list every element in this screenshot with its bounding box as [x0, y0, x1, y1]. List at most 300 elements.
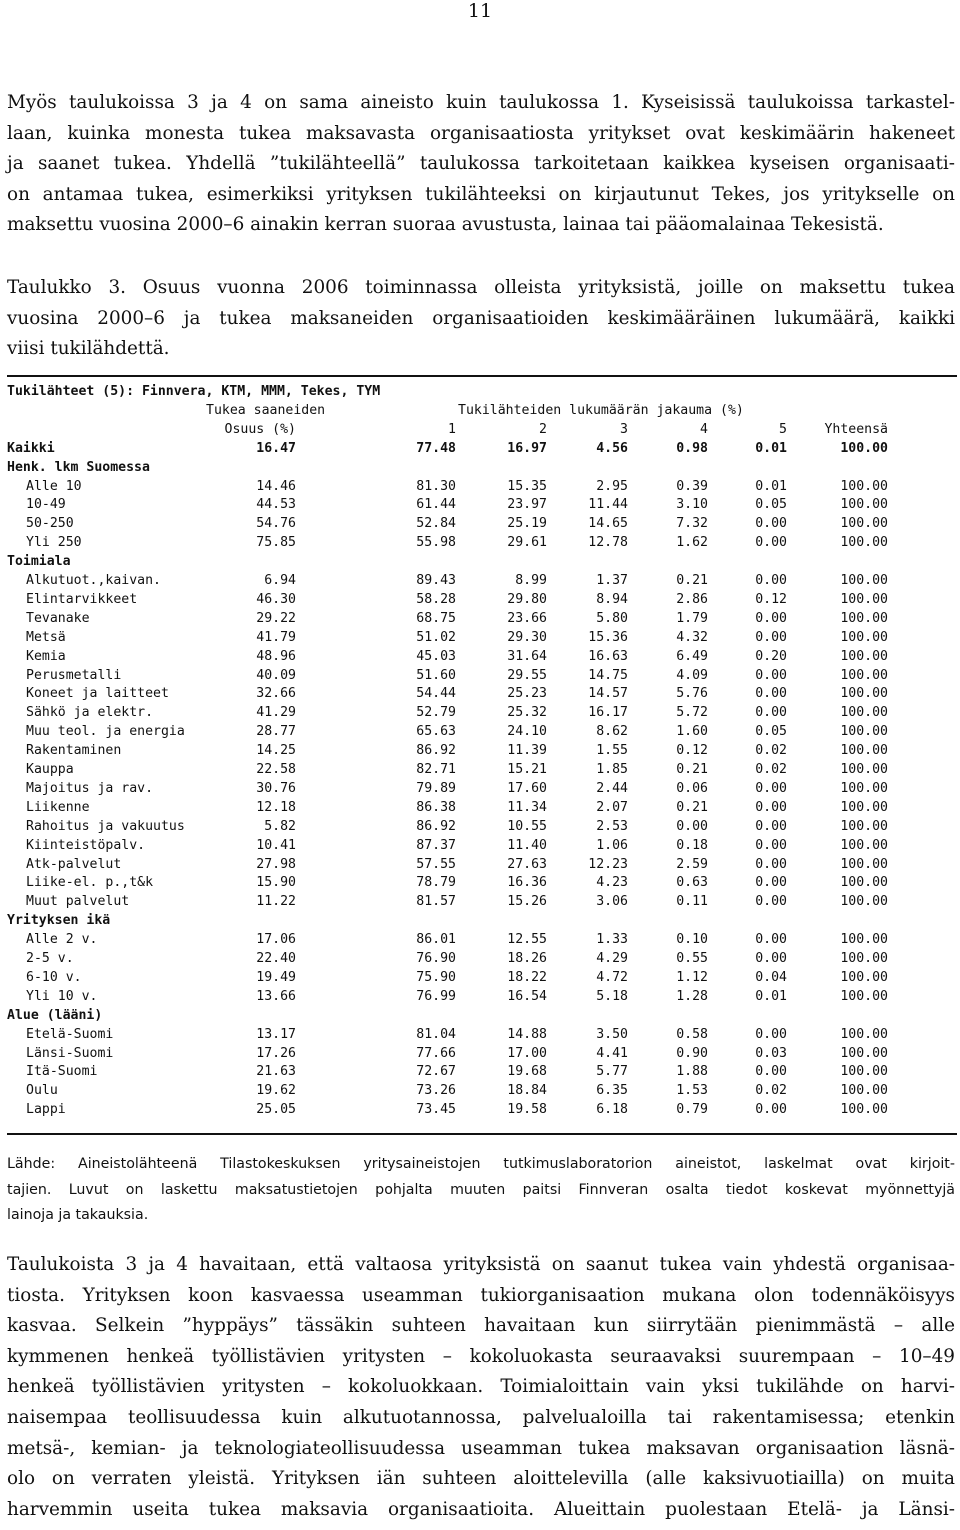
table-header-row: [7, 402, 957, 421]
row-value: 4.41: [596, 1045, 628, 1061]
caption-line: vuosina 2000–6 ja tukea maksaneiden organisaatioiden keskimääräinen lukumäärä, kaikki: [7, 307, 955, 329]
section-header-row: [7, 459, 957, 478]
row-value: 0.04: [755, 969, 787, 985]
row-value: 3.10: [676, 497, 708, 513]
table-row: [7, 761, 957, 780]
row-value: 0.18: [676, 837, 708, 853]
row-value: 54.76: [256, 516, 296, 532]
row-value: 16.17: [588, 705, 628, 721]
row-value: 100.00: [840, 780, 888, 796]
row-value: 25.05: [256, 1102, 296, 1118]
row-value: 19.62: [256, 1083, 296, 1099]
row-value: 0.10: [676, 932, 708, 948]
table-row: [7, 874, 957, 893]
row-value: 100.00: [840, 478, 888, 494]
row-value: 86.38: [416, 799, 456, 815]
row-value: 41.29: [256, 705, 296, 721]
row-value: 17.26: [256, 1045, 296, 1061]
table-row: [7, 988, 957, 1007]
table-row: [7, 1026, 957, 1045]
row-value: 68.75: [416, 610, 456, 626]
row-value: 18.26: [507, 951, 547, 966]
row-value: 81.04: [416, 1026, 456, 1042]
table-row: [7, 1101, 957, 1120]
row-value: 6.94: [264, 573, 296, 588]
row-label: Liike-el. p.,t&k: [26, 875, 154, 891]
row-value: 4.72: [596, 969, 628, 985]
row-value: 5.77: [596, 1064, 628, 1080]
row-value: 24.10: [507, 724, 547, 740]
row-value: 100.00: [840, 516, 888, 532]
row-value: 0.00: [676, 818, 708, 834]
row-label: Muut palvelut: [26, 894, 130, 910]
row-value: 12.18: [256, 799, 296, 815]
row-value: 100.00: [840, 951, 888, 966]
row-value: 100.00: [840, 1026, 888, 1042]
row-value: 13.17: [256, 1026, 296, 1042]
row-value: 100.00: [840, 1064, 888, 1080]
section-label: Henk. lkm Suomessa: [7, 459, 150, 475]
row-value: 1.37: [596, 573, 628, 588]
row-value: 0.00: [755, 780, 787, 796]
table-row: [7, 591, 957, 610]
row-value: 100.00: [840, 799, 888, 815]
row-value: 52.84: [416, 516, 456, 532]
row-value: 100.00: [840, 440, 888, 456]
table-row: [7, 837, 957, 856]
row-value: 75.90: [416, 969, 456, 985]
row-value: 100.00: [840, 591, 888, 607]
row-value: 1.06: [596, 837, 628, 853]
row-value: 0.06: [676, 780, 708, 796]
row-label: Alle 10: [26, 478, 82, 494]
row-value: 100.00: [840, 667, 888, 683]
table-row: [7, 685, 957, 704]
row-value: 8.94: [596, 591, 628, 607]
row-value: 0.03: [755, 1045, 787, 1061]
row-value: 100.00: [840, 724, 888, 740]
row-value: 0.55: [676, 951, 708, 966]
row-value: 100.00: [840, 686, 888, 702]
row-value: 5.72: [676, 705, 708, 721]
row-value: 40.09: [256, 667, 296, 683]
outro-line: tiosta. Yrityksen koon kasvaessa useamman tukiorganisaation mukana olon todennäköisyys: [7, 1284, 955, 1306]
row-value: 29.61: [507, 535, 547, 551]
row-value: 1.60: [676, 724, 708, 740]
row-label: Rahoitus ja vakuutus: [26, 818, 185, 834]
table-row: [7, 515, 957, 534]
row-value: 78.79: [416, 875, 456, 891]
row-value: 76.99: [416, 988, 456, 1004]
row-value: 11.34: [507, 799, 547, 815]
table-caption: [7, 273, 955, 365]
row-value: 23.97: [507, 497, 547, 513]
section-header-row: [7, 553, 957, 572]
row-value: 6.35: [596, 1083, 628, 1099]
row-value: 5.82: [264, 818, 296, 834]
row-value: 100.00: [840, 894, 888, 910]
row-value: 0.12: [676, 743, 708, 759]
row-label: 2-5 v.: [26, 951, 74, 966]
outro-line: metsä-, kemian- ja teknologiateollisuudessa useamman tukea maksavan organisaation läsnä-: [7, 1437, 955, 1459]
table-row: [7, 931, 957, 950]
row-value: 89.43: [416, 573, 456, 588]
table-row: [7, 572, 957, 591]
row-value: 22.58: [256, 762, 296, 777]
row-value: 0.00: [755, 837, 787, 853]
row-value: 0.02: [755, 762, 787, 777]
table-row: [7, 856, 957, 875]
row-value: 0.00: [755, 1102, 787, 1118]
row-label: Liikenne: [26, 799, 90, 815]
row-value: 12.23: [588, 856, 628, 872]
table-row: [7, 818, 957, 837]
row-value: 5.18: [596, 988, 628, 1004]
row-value: 14.46: [256, 478, 296, 494]
row-value: 0.00: [755, 818, 787, 834]
table-row: [7, 534, 957, 553]
row-label: Sähkö ja elektr.: [26, 705, 154, 721]
row-label: 6-10 v.: [26, 969, 82, 985]
section-label: Yrityksen ikä: [7, 913, 111, 929]
intro-paragraph: [7, 88, 955, 241]
table-row: [7, 496, 957, 515]
row-value: 14.57: [588, 686, 628, 702]
column-header: Yhteensä: [824, 421, 888, 437]
table-row: [7, 893, 957, 912]
outro-line: kymmenen henkeä työllistävien yritysten – kokoluokasta seuraavaksi suurempaan – 10–49: [7, 1345, 955, 1367]
row-value: 0.39: [676, 478, 708, 494]
row-value: 0.00: [755, 856, 787, 872]
outro-line: kasvaa. Selkein ”hyppäys” tässäkin suhteen havaitaan kun siirrytään pienimmästä – alle: [7, 1315, 955, 1337]
row-value: 0.05: [755, 497, 787, 513]
source-line: tajien. Luvut on laskettu maksatustietojen pohjalta muuten paitsi Finnveran osalta tiedot koskevat myönnettyjä: [7, 1181, 955, 1198]
column-header: 4: [700, 421, 708, 437]
row-label: Oulu: [26, 1083, 58, 1099]
table-row: [7, 478, 957, 497]
row-value: 11.22: [256, 894, 296, 910]
row-value: 77.66: [416, 1045, 456, 1061]
row-value: 51.02: [416, 629, 456, 645]
row-value: 0.00: [755, 667, 787, 683]
table-header-row: [7, 421, 957, 440]
row-value: 6.49: [676, 648, 708, 664]
row-value: 8.99: [515, 573, 547, 588]
row-value: 31.64: [507, 648, 547, 664]
table-bottom-rule: [7, 1133, 957, 1135]
row-value: 100.00: [840, 629, 888, 645]
row-value: 16.63: [588, 648, 628, 664]
row-value: 100.00: [840, 856, 888, 872]
row-label: Elintarvikkeet: [26, 591, 138, 607]
outro-line: olo on verraten yleistä. Yrityksen iän suhteen aloittelevilla (alle kaksivuotiailla) on muita: [7, 1468, 955, 1490]
row-value: 2.53: [596, 818, 628, 834]
table-title-row: [7, 383, 957, 402]
row-value: 0.00: [755, 894, 787, 910]
intro-line: Myös taulukoissa 3 ja 4 on sama aineisto kuin taulukossa 1. Kyseisissä taulukoissa tarkastel-: [7, 92, 955, 113]
row-label: Kaikki: [7, 440, 55, 456]
row-value: 0.00: [755, 686, 787, 702]
row-value: 100.00: [840, 1045, 888, 1061]
row-value: 0.00: [755, 629, 787, 645]
row-value: 81.30: [416, 478, 456, 494]
column-header: 5: [779, 421, 787, 437]
table-row: [7, 780, 957, 799]
table-row: [7, 629, 957, 648]
row-value: 25.32: [507, 705, 547, 721]
table-row: [7, 723, 957, 742]
row-value: 100.00: [840, 648, 888, 664]
row-label: Atk-palvelut: [26, 856, 122, 872]
row-value: 100.00: [840, 535, 888, 551]
row-value: 19.58: [507, 1102, 547, 1118]
row-value: 19.49: [256, 969, 296, 985]
source-line: Lähde: Aineistolähteenä Tilastokeskuksen yritysaineistojen tutkimuslaboratorion aineistot, laskelmat ovat kirjoit-: [7, 1156, 955, 1172]
outro-line: henkeä työllistävien yritysten – kokoluokkaan. Toimialoittain vain yksi tukilähde on harvi-: [7, 1376, 955, 1398]
row-value: 0.12: [755, 591, 787, 607]
row-value: 86.01: [416, 932, 456, 948]
row-value: 100.00: [840, 969, 888, 985]
row-value: 27.63: [507, 856, 547, 872]
row-value: 0.21: [676, 799, 708, 815]
row-value: 7.32: [676, 516, 708, 532]
intro-line: ja saanet tukea. Yhdellä ”tukilähteellä” taulukossa tarkoitetaan kaikkea kyseisen organisaati-: [7, 153, 955, 175]
section-header-row: [7, 912, 957, 931]
row-value: 0.00: [755, 799, 787, 815]
row-value: 1.12: [676, 969, 708, 985]
row-value: 23.66: [507, 610, 547, 626]
table-top-rule: [7, 375, 957, 377]
row-value: 72.67: [416, 1064, 456, 1080]
row-value: 82.71: [416, 762, 456, 777]
row-value: 54.44: [416, 686, 456, 702]
row-value: 4.23: [596, 875, 628, 891]
row-value: 2.07: [596, 799, 628, 815]
row-label: Länsi-Suomi: [26, 1045, 114, 1061]
row-value: 100.00: [840, 1083, 888, 1099]
row-value: 0.00: [755, 875, 787, 891]
row-value: 29.30: [507, 629, 547, 645]
row-value: 25.19: [507, 516, 547, 532]
row-value: 2.59: [676, 856, 708, 872]
row-value: 32.66: [256, 686, 296, 702]
row-label: Kemia: [26, 648, 66, 664]
row-value: 45.03: [416, 648, 456, 664]
row-value: 15.90: [256, 875, 296, 891]
row-value: 0.01: [755, 440, 787, 456]
row-value: 30.76: [256, 780, 296, 796]
row-label: Yli 10 v.: [26, 988, 98, 1004]
row-value: 0.11: [676, 894, 708, 910]
table-row: [7, 799, 957, 818]
row-value: 14.75: [588, 667, 628, 683]
row-value: 100.00: [840, 573, 888, 588]
row-value: 14.25: [256, 743, 296, 759]
column-header: 2: [539, 421, 547, 437]
source-note: [7, 1152, 955, 1229]
intro-line: laan, kuinka monesta tukea maksavasta organisaatiosta yritykset ovat keskimäärin hakeneet: [7, 122, 955, 144]
row-value: 29.80: [507, 591, 547, 607]
row-value: 86.92: [416, 818, 456, 834]
row-value: 3.06: [596, 894, 628, 910]
row-value: 16.97: [507, 440, 547, 456]
row-value: 3.50: [596, 1026, 628, 1042]
row-label: Kiinteistöpalv.: [26, 837, 146, 853]
row-value: 0.58: [676, 1026, 708, 1042]
section-label: Toimiala: [7, 554, 71, 570]
row-value: 18.22: [507, 969, 547, 985]
row-value: 100.00: [840, 875, 888, 891]
row-value: 1.55: [596, 743, 628, 759]
row-value: 5.80: [596, 610, 628, 626]
row-value: 18.84: [507, 1083, 547, 1099]
row-label: Kauppa: [26, 762, 74, 777]
row-value: 15.35: [507, 478, 547, 494]
row-label: Rakentaminen: [26, 743, 122, 759]
header-share-label: Tukea saaneiden: [206, 402, 326, 418]
row-value: 0.00: [755, 535, 787, 551]
row-value: 1.88: [676, 1064, 708, 1080]
row-value: 17.06: [256, 932, 296, 948]
row-value: 48.96: [256, 648, 296, 664]
row-value: 1.85: [596, 762, 628, 777]
row-value: 87.37: [416, 837, 456, 853]
row-value: 1.62: [676, 535, 708, 551]
row-label: Metsä: [26, 629, 66, 645]
table-row: [7, 1045, 957, 1064]
row-value: 76.90: [416, 951, 456, 966]
row-value: 0.00: [755, 1064, 787, 1080]
row-value: 0.00: [755, 1026, 787, 1042]
row-value: 4.56: [596, 440, 628, 456]
table-row: [7, 1082, 957, 1101]
row-label: Koneet ja laitteet: [26, 686, 169, 702]
row-value: 0.00: [755, 516, 787, 532]
row-value: 0.20: [755, 648, 787, 664]
row-value: 0.79: [676, 1102, 708, 1118]
table-row: [7, 440, 957, 459]
row-label: 10-49: [26, 497, 66, 513]
row-value: 12.55: [507, 932, 547, 948]
row-label: Yli 250: [26, 535, 82, 551]
row-value: 16.36: [507, 875, 547, 891]
row-value: 73.45: [416, 1102, 456, 1118]
row-value: 79.89: [416, 780, 456, 796]
row-value: 75.85: [256, 535, 296, 551]
row-value: 100.00: [840, 705, 888, 721]
row-value: 14.88: [507, 1026, 547, 1042]
outro-line: Taulukoista 3 ja 4 havaitaan, että valtaosa yrityksistä on saanut tukea vain yhdestä organisaa-: [7, 1254, 955, 1275]
row-value: 0.90: [676, 1045, 708, 1061]
row-value: 21.63: [256, 1064, 296, 1080]
row-value: 0.02: [755, 743, 787, 759]
row-value: 10.55: [507, 818, 547, 834]
row-value: 100.00: [840, 743, 888, 759]
row-value: 11.40: [507, 837, 547, 853]
row-value: 5.76: [676, 686, 708, 702]
row-value: 2.86: [676, 591, 708, 607]
row-value: 8.62: [596, 724, 628, 740]
row-value: 19.68: [507, 1064, 547, 1080]
row-value: 81.57: [416, 894, 456, 910]
row-value: 73.26: [416, 1083, 456, 1099]
caption-line: viisi tukilähdettä.: [7, 338, 170, 360]
section-label: Alue (lääni): [7, 1007, 103, 1023]
row-value: 100.00: [840, 818, 888, 834]
row-value: 16.54: [507, 988, 547, 1004]
header-distribution-label: Tukilähteiden lukumäärän jakauma (%): [458, 402, 744, 418]
row-value: 0.00: [755, 573, 787, 588]
table-title: Tukilähteet (5): Finnvera, KTM, MMM, Tekes, TYM: [7, 384, 381, 399]
row-value: 1.33: [596, 932, 628, 948]
row-value: 15.21: [507, 762, 547, 777]
row-value: 0.01: [755, 478, 787, 494]
row-value: 1.79: [676, 610, 708, 626]
table-row: [7, 1063, 957, 1082]
row-value: 100.00: [840, 497, 888, 513]
intro-line: maksettu vuosina 2000–6 ainakin kerran suoraa avustusta, lainaa tai pääomalainaa Tekesistä.: [7, 214, 884, 236]
row-value: 100.00: [840, 932, 888, 948]
row-value: 0.00: [755, 705, 787, 721]
column-header: 3: [620, 421, 628, 437]
source-line: lainoja ja takauksia.: [7, 1207, 149, 1224]
row-value: 41.79: [256, 629, 296, 645]
row-value: 14.65: [588, 516, 628, 532]
row-label: Alkutuot.,kaivan.: [26, 573, 161, 588]
row-value: 100.00: [840, 610, 888, 626]
row-value: 0.21: [676, 573, 708, 588]
row-value: 0.02: [755, 1083, 787, 1099]
row-value: 0.00: [755, 951, 787, 966]
row-label: Alle 2 v.: [26, 932, 98, 948]
row-label: Etelä-Suomi: [26, 1026, 114, 1042]
row-value: 4.32: [676, 629, 708, 645]
row-value: 29.22: [256, 610, 296, 626]
outro-paragraph: [7, 1250, 955, 1525]
row-value: 13.66: [256, 988, 296, 1004]
row-value: 15.36: [588, 629, 628, 645]
row-value: 4.29: [596, 951, 628, 966]
row-value: 65.63: [416, 724, 456, 740]
row-value: 11.44: [588, 497, 628, 513]
page-number: 11: [467, 0, 493, 22]
row-label: Tevanake: [26, 610, 90, 626]
row-value: 61.44: [416, 497, 456, 513]
row-value: 17.60: [507, 780, 547, 796]
row-label: 50-250: [26, 516, 74, 532]
row-value: 15.26: [507, 894, 547, 910]
row-value: 29.55: [507, 667, 547, 683]
table-row: [7, 667, 957, 686]
row-value: 28.77: [256, 724, 296, 740]
row-value: 0.05: [755, 724, 787, 740]
row-value: 12.78: [588, 535, 628, 551]
caption-line: Taulukko 3. Osuus vuonna 2006 toiminnassa olleista yrityksistä, joille on maksettu tukea: [7, 277, 955, 298]
row-value: 2.95: [596, 478, 628, 494]
table-row: [7, 742, 957, 761]
row-value: 57.55: [416, 856, 456, 872]
section-header-row: [7, 1007, 957, 1026]
row-value: 0.01: [755, 988, 787, 1004]
row-value: 1.53: [676, 1083, 708, 1099]
row-label: Perusmetalli: [26, 667, 122, 683]
row-label: Lappi: [26, 1102, 66, 1118]
table-row: [7, 950, 957, 969]
row-value: 100.00: [840, 837, 888, 853]
row-value: 22.40: [256, 951, 296, 966]
row-value: 4.09: [676, 667, 708, 683]
row-value: 11.39: [507, 743, 547, 759]
